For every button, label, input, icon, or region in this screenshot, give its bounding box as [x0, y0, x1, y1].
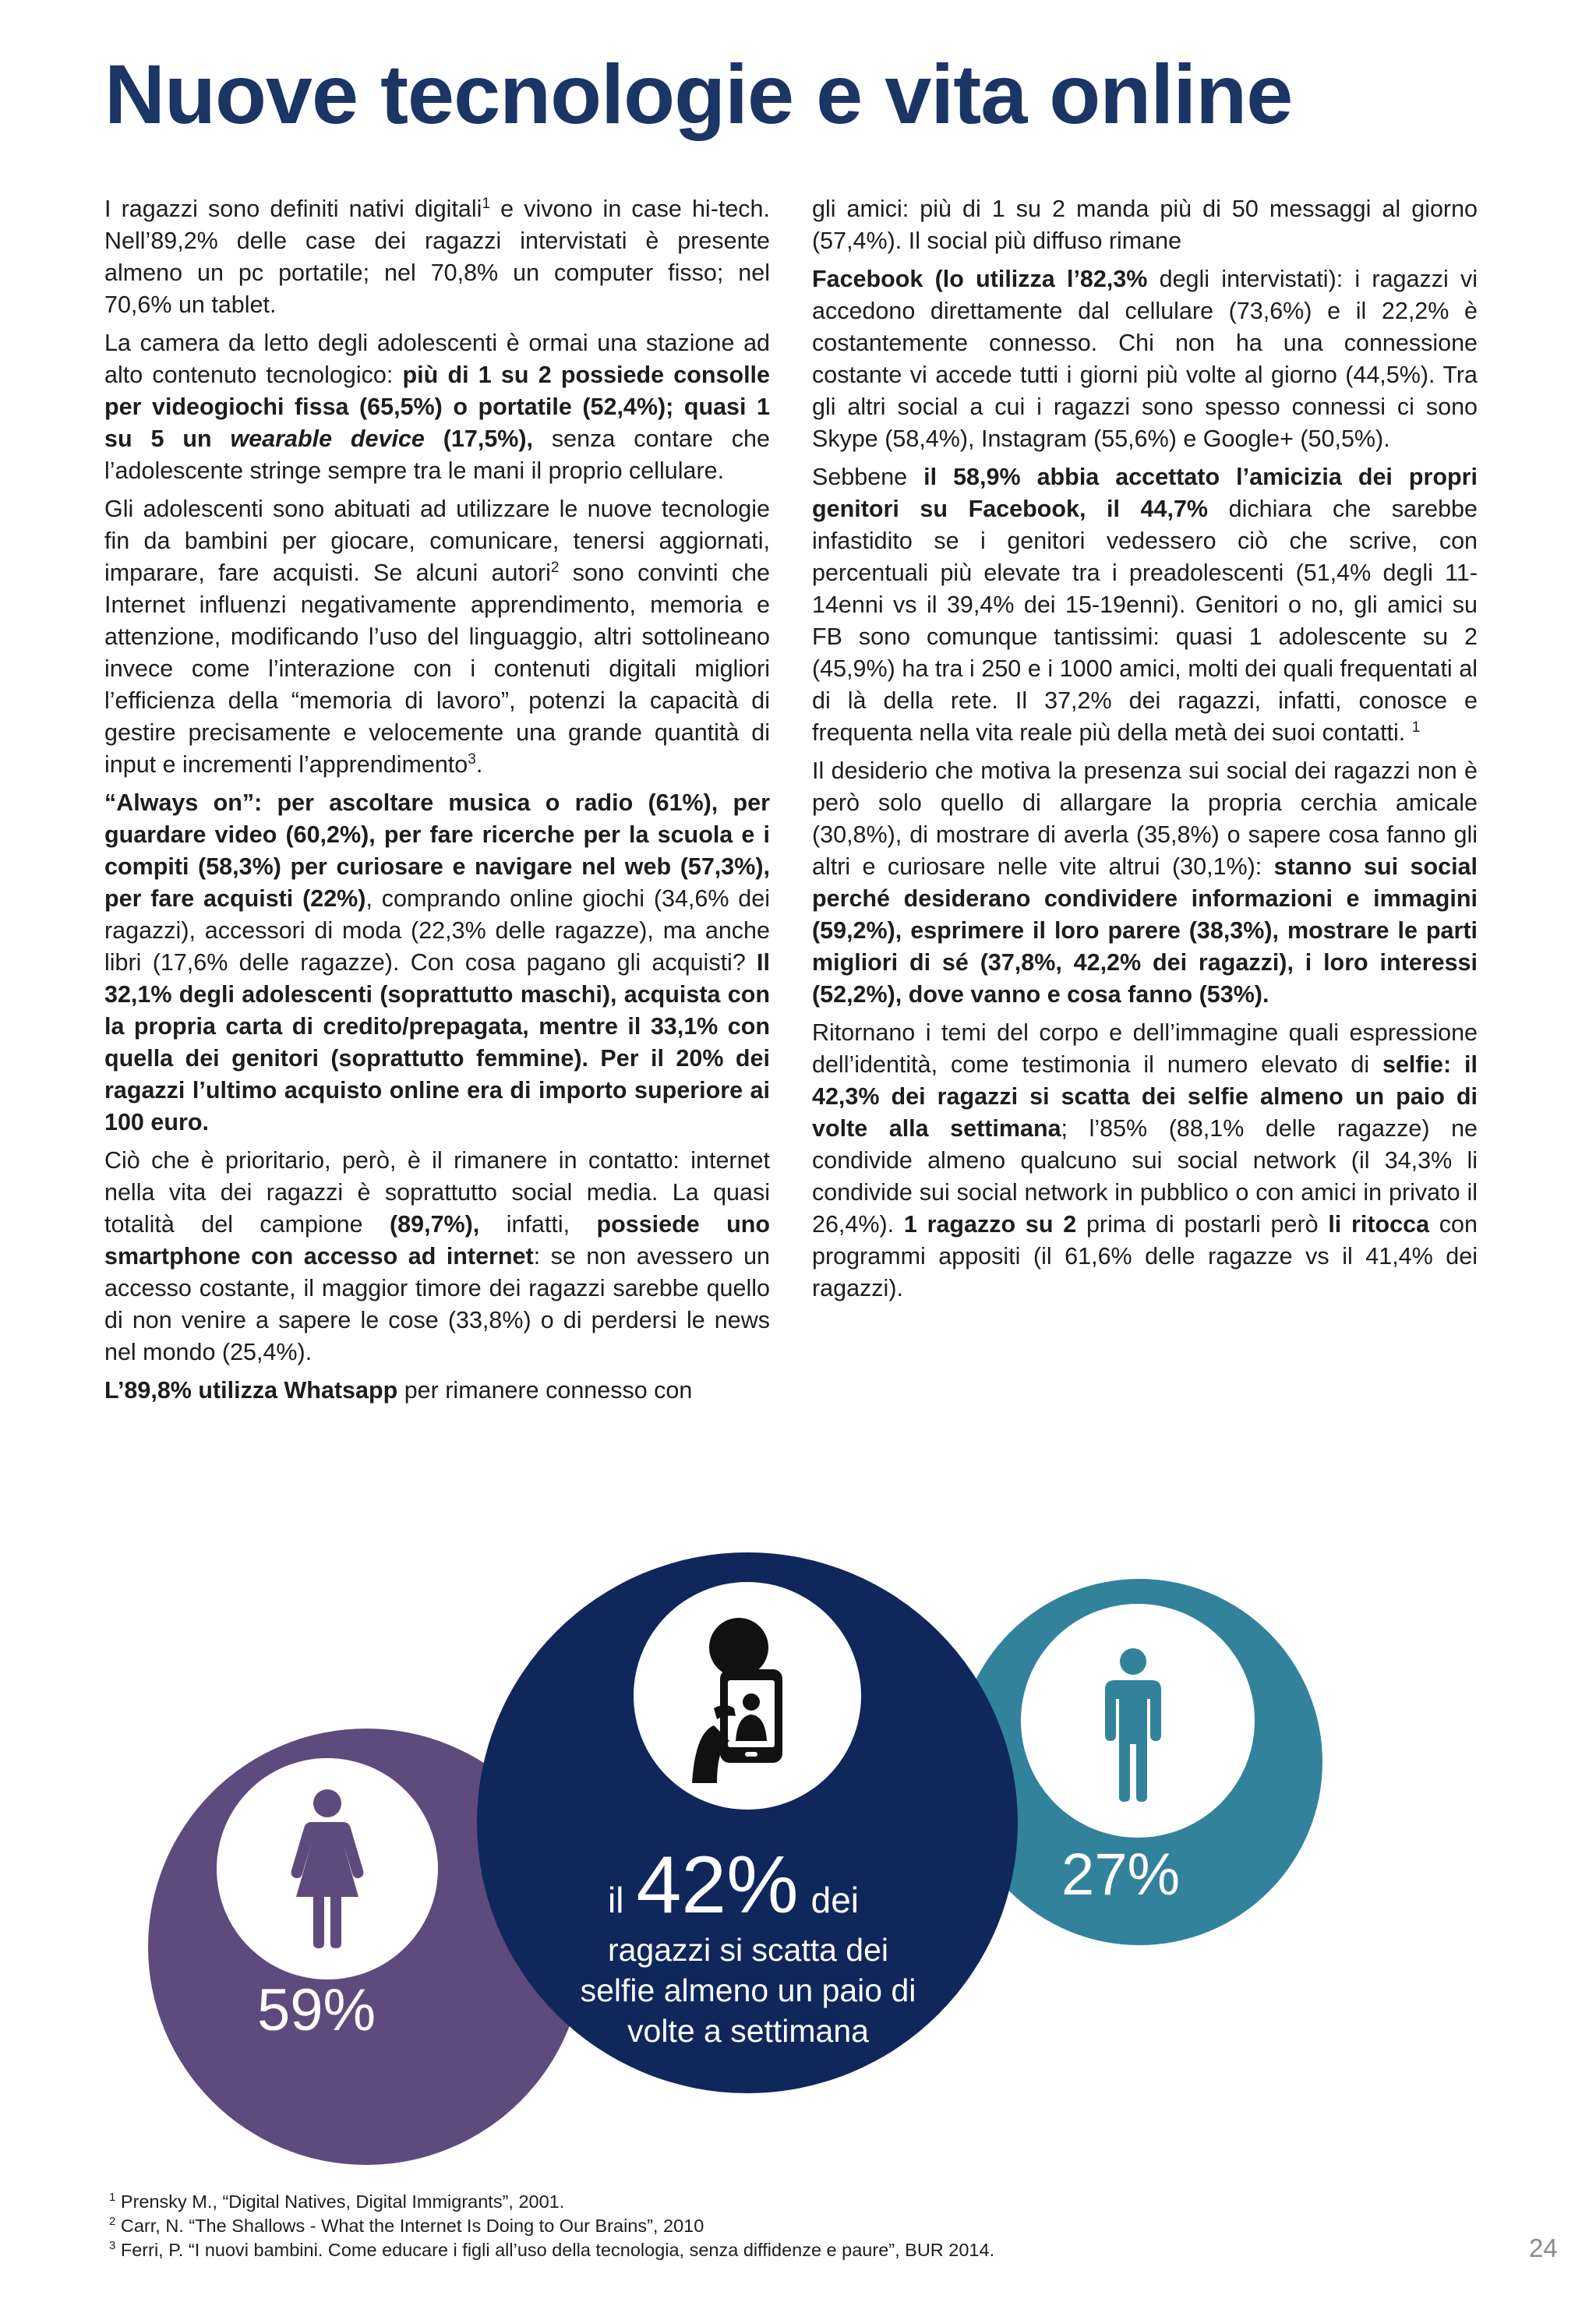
footnote-text: Ferri, P. “I nuovi bambini. Come educare i figli all’uso della tecnologia, senza diffidenze e paure”, BUR 2014. — [120, 2240, 995, 2260]
bold-text: Il 32,1% degli adolescenti (soprattutto maschi), acquista con la propria carta di credito/prepagata, mentre il 33,1% con quella dei genitori (soprattutto femmine). Per il 20% dei ragazzi l’ultimo acquisto online era di importo superiore ai 100 euro. — [104, 949, 770, 1135]
text: I ragazzi sono definiti nativi digitali — [104, 196, 482, 222]
paragraph — [812, 1017, 1478, 1305]
text: infatti, — [479, 1211, 597, 1238]
footnote-ref: 2 — [550, 559, 560, 576]
bold-text: 1 ragazzo su 2 — [903, 1211, 1077, 1238]
bold-italic-text: wearable device — [230, 426, 425, 452]
bold-text: (89,7%), — [390, 1211, 480, 1238]
paragraph — [812, 461, 1478, 749]
footnote-text: Prensky M., “Digital Natives, Digital Immigrants”, 2001. — [120, 2191, 565, 2212]
text: sono convinti che Internet influenzi negativamente apprendimento, memoria e attenzione, modificando l’uso del linguaggio, altri sottolineano invece come l’interazione con i contenuti digitali migliori l’efficienza della “memoria di lavoro”, potenzi la capacità di gestire precisamente e velocemente una grande quantità di input e incrementi l’apprendimento — [104, 560, 770, 778]
bold-text: li ritocca — [1328, 1211, 1430, 1238]
male-person-icon — [1099, 1647, 1167, 1802]
text: Gli adolescenti sono abituati ad utilizzare le nuove tecnologie fin da bambini per giocare, comunicare, tenersi aggiornati, imparare, fare acquisti. Se alcuni autori — [104, 496, 770, 586]
footnote-text: Carr, N. “The Shallows - What the Internet Is Doing to Our Brains”, 2010 — [120, 2216, 704, 2236]
footnote — [109, 2214, 994, 2238]
left-column — [104, 193, 770, 1413]
text: senza contare che l’adolescente stringe sempre tra le mani il proprio cellulare. — [104, 426, 770, 484]
bold-text: L’89,8% utilizza Whatsapp — [104, 1377, 398, 1404]
bold-text: selfie: il 42,3% dei ragazzi si scatta dei selfie almeno un paio di volte alla settimana — [812, 1051, 1478, 1142]
footnote-ref: 1 — [1411, 719, 1421, 736]
paragraph — [104, 193, 770, 321]
bold-text: stanno sui social perché desiderano condividere informazioni e immagini (59,2%), esprimere il loro parere (38,3%), mostrare le parti migliori di sé (37,8%, 42,2% dei ragazzi), i loro interessi (52,2%), dove vanno e cosa fanno (53%). — [812, 853, 1478, 1008]
paragraph — [104, 493, 770, 781]
boys-percentage: 27% — [1061, 1842, 1181, 1908]
female-person-icon — [288, 1788, 366, 1948]
text: gli amici: più di 1 su 2 manda più di 50 messaggi al giorno (57,4%). Il social più diffuso rimane — [812, 196, 1478, 254]
text: per rimanere connesso con — [397, 1377, 693, 1404]
text: prima di postarli però — [1076, 1211, 1329, 1238]
text: ; l’85% (88,1% delle ragazze) ne condivide almeno qualcuno sui social network (il 34,3% li condivide sui social network in pubblico o con amici in privato il 26,4%). — [812, 1115, 1478, 1238]
text: Ciò che è prioritario, però, è il rimanere in contatto: internet nella vita dei ragazzi è soprattutto social media. La quasi totalità del campione — [104, 1147, 770, 1238]
text: e vivono in case hi-tech. Nell’89,2% delle case dei ragazzi intervistati è presente almeno un pc portatile; nel 70,8% un computer fisso; nel 70,6% un tablet. — [104, 196, 770, 318]
page-number: 24 — [1529, 2234, 1558, 2262]
footnote — [109, 2238, 994, 2262]
footnote-number: 3 — [109, 2239, 116, 2253]
selfie-prefix: il — [608, 1880, 624, 1920]
text: degli intervistati): i ragazzi vi accedono direttamente dal cellulare (73,6%) e il 22,2% è costantemente connesso. Chi non ha una connessione costante vi accede tutti i giorni più volte al giorno (44,5%). Tra gli altri social a cui i ragazzi sono spesso connessi ci sono Skype (58,4%), Instagram (55,6%) e Google+ (50,5%). — [812, 266, 1478, 452]
selfie-smartphone-icon — [690, 1616, 807, 1783]
paragraph — [812, 755, 1478, 1011]
text: , comprando online giochi (34,6% dei ragazzi), accessori di moda (22,3% delle ragazze), ma anche libri (17,6% delle ragazze). Con cosa pagano gli acquisti? — [104, 885, 770, 976]
bold-text: “Always on”: per ascoltare musica o radio (61%), per guardare video (60,2%), per fare ricerche per la scuola e i compiti (58,3%) per curiosare e navigare nel web (57,3%), per fare acquisti (22%) — [104, 789, 770, 912]
bold-text: Facebook (lo utilizza l’82,3% — [812, 266, 1148, 292]
paragraph — [104, 1375, 770, 1407]
footnotes — [109, 2190, 994, 2262]
bold-text: possiede uno smartphone con accesso ad internet — [104, 1211, 770, 1270]
selfie-headline — [608, 1839, 859, 1932]
page-title: Nuove tecnologie e vita online — [104, 47, 1293, 141]
footnote — [109, 2190, 994, 2214]
footnote-ref: 1 — [482, 195, 491, 212]
text: con programmi appositi (il 61,6% delle ragazze vs il 41,4% dei ragazzi). — [812, 1211, 1478, 1301]
text: : se non avessero un accesso costante, il maggior timore dei ragazzi sarebbe quello di non venire a sapere le cose (33,8%) o di perdersi le news nel mondo (25,4%). — [104, 1243, 770, 1365]
girls-percentage: 59% — [257, 1977, 376, 2043]
paragraph — [104, 1145, 770, 1368]
footnote-ref: 3 — [468, 750, 476, 768]
paragraph — [812, 263, 1478, 455]
footnote-number: 2 — [109, 2215, 116, 2229]
footnote-number: 1 — [109, 2191, 116, 2205]
text: dichiara che sarebbe infastidito se i genitori vedessero ciò che scrive, con percentuali più elevate tra i preadolescenti (51,4% degli 11-14enni vs il 39,4% dei 15-19enni). Genitori o no, gli amici su FB sono comunque tantissimi: quasi 1 adolescente su 2 (45,9%) ha tra i 250 e i 1000 amici, molti dei quali frequentati al di là della rete. Il 37,2% dei ragazzi, infatti, conosce e frequenta nella vita reale più della metà dei suoi contatti. — [812, 496, 1478, 746]
text: Il desiderio che motiva la presenza sui social dei ragazzi non è però solo quello di allargare la propria cerchia amicale (30,8%), di mostrare di averla (35,8%) o sapere cosa fanno gli altri e curiosare nelle vite altrui (30,1%): — [812, 757, 1478, 880]
selfie-suffix: dei — [810, 1880, 859, 1920]
paragraph — [812, 193, 1478, 257]
bold-text: il 58,9% abbia accettato l’amicizia dei propri genitori su Facebook, il 44,7% — [812, 464, 1478, 522]
selfie-percentage: 42% — [636, 1840, 799, 1930]
paragraph — [104, 787, 770, 1139]
bold-text: (17,5%), — [424, 426, 534, 452]
text: Ritornano i temi del corpo e dell’immagine quali espressione dell’identità, come testimonia il numero elevato di — [812, 1019, 1478, 1078]
text: Sebbene — [812, 464, 924, 490]
paragraph — [104, 327, 770, 487]
text: . — [475, 751, 483, 778]
selfie-caption: ragazzi si scatta dei selfie almeno un paio di volte a settimana — [580, 1932, 916, 2049]
text: La camera da letto degli adolescenti è ormai una stazione ad alto contenuto tecnologico: — [104, 330, 770, 388]
right-column — [812, 193, 1478, 1311]
bold-text: più di 1 su 2 possiede consolle per videogiochi fissa (65,5%) o portatile (52,4%); quasi 1 su 5 un — [104, 362, 770, 452]
